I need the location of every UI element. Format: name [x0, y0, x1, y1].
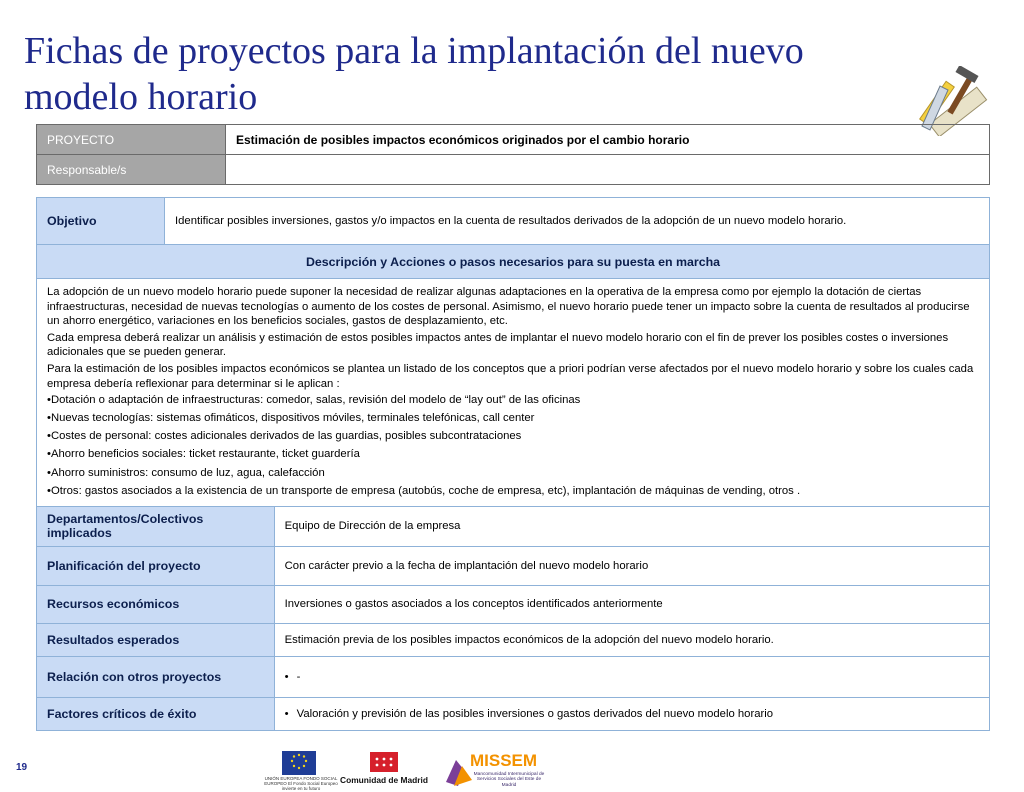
objective-value: Identificar posibles inversiones, gastos y/o impactos en la cuenta de resultados derivados de la adopción de un nuevo modelo horario.: [165, 198, 990, 245]
comunidad-madrid-flag-icon: [370, 752, 398, 772]
comunidad-madrid-text: Comunidad de Madrid: [340, 775, 428, 785]
row-success-factors-label: Factores críticos de éxito: [37, 697, 275, 730]
description-bullet: •Ahorro beneficios sociales: ticket restaurante, ticket guardería: [47, 448, 360, 461]
description-bullet: •Otros: gastos asociados a la existencia de un transporte de empresa (autobús, coche de empresa, etc), implantación de máquinas de vending, otros .: [47, 484, 801, 497]
description-bullet: •Costes de personal: costes adicionales derivados de las guardias, posibles subcontrataciones: [47, 430, 522, 443]
row-resources-value: Inversiones o gastos asociados a los conceptos identificados anteriormente: [274, 585, 989, 623]
row-relation-value: [274, 656, 989, 697]
row-relation-text: -: [296, 670, 301, 683]
description-bullet: •Dotación o adaptación de infraestructuras: comedor, salas, revisión del modelo de “lay out” de las oficinas: [47, 394, 581, 407]
row-departments-label: Departamentos/Colectivos implicados: [37, 506, 275, 546]
responsible-label: Responsable/s: [37, 155, 226, 185]
project-header-table: [36, 124, 990, 185]
project-value: Estimación de posibles impactos económicos originados por el cambio horario: [226, 125, 990, 155]
project-label: PROYECTO: [37, 125, 226, 155]
page-number: 19: [16, 762, 28, 773]
row-success-factors-value: [274, 697, 989, 730]
row-planning-value: Con carácter previo a la fecha de implantación del nuevo modelo horario: [274, 546, 989, 585]
row-results-value: Estimación previa de los posibles impactos económicos de la adopción del nuevo modelo horario.: [274, 623, 989, 656]
row-results-label: Resultados esperados: [37, 623, 275, 656]
bullet-mark: •: [284, 670, 289, 683]
row-relation-label: Relación con otros proyectos: [37, 656, 275, 697]
objective-label: Objetivo: [37, 198, 165, 245]
description-bullet: •Nuevas tecnologías: sistemas ofimáticos, dispositivos móviles, terminales telefónicas, call center: [47, 412, 535, 425]
description-paragraph: Para la estimación de los posibles impactos económicos se plantea un listado de los conceptos que a priori podrían verse afectados por el nuevo modelo horario y sobre los cuales cada empresa debería reflexionar para determinar si le aplican :: [47, 362, 974, 390]
missem-name: MISSEM: [470, 751, 538, 770]
description-bullet: •Ahorro suministros: consumo de luz, agua, calefacción: [47, 466, 325, 479]
row-resources-label: Recursos económicos: [37, 585, 275, 623]
row-departments-value: Equipo de Dirección de la empresa: [274, 506, 989, 546]
page-title: Fichas de proyectos para la implantación del nuevo modelo horario: [24, 30, 804, 118]
description-paragraph: La adopción de un nuevo modelo horario puede suponer la necesidad de realizar algunas adaptaciones en la operativa de la empresa como por ejemplo la dotación de ciertas infraestructuras, necesidad de nuevas tecnologías o aumento de los costes de personal. Asimismo, el nuevo horario puede tener un impacto sobre la cuenta de resultados al producirse un ahorro energético, variaciones en los beneficios sociales, gastos de desplazamiento, etc.: [47, 286, 970, 328]
responsible-value: [226, 155, 990, 185]
eu-logo-text: UNIÓN EUROPEA FONDO SOCIAL EUROPEO El Fondo Social Europeo invierte en tu futuro: [264, 776, 338, 791]
bullet-mark: •: [284, 707, 289, 720]
description-body: [37, 279, 990, 507]
missem-logo-icon: [442, 752, 546, 792]
missem-subtitle: Mancomunidad Intermunicipal de Servicios Sociales del Este de Madrid: [473, 772, 545, 788]
row-success-factors-text: Valoración y previsión de las posibles inversiones o gastos derivados del nuevo modelo horario: [296, 707, 774, 720]
eu-flag-icon: [282, 751, 316, 775]
description-header: Descripción y Acciones o pasos necesarios para su puesta en marcha: [37, 245, 990, 279]
project-detail-table: [36, 197, 990, 731]
row-planning-label: Planificación del proyecto: [37, 546, 275, 585]
description-paragraph: Cada empresa deberá realizar un análisis y estimación de estos posibles impactos antes de implantar el nuevo modelo horario con el fin de prever los posibles costes o inversiones adicionales que se pueden generar.: [47, 331, 949, 359]
